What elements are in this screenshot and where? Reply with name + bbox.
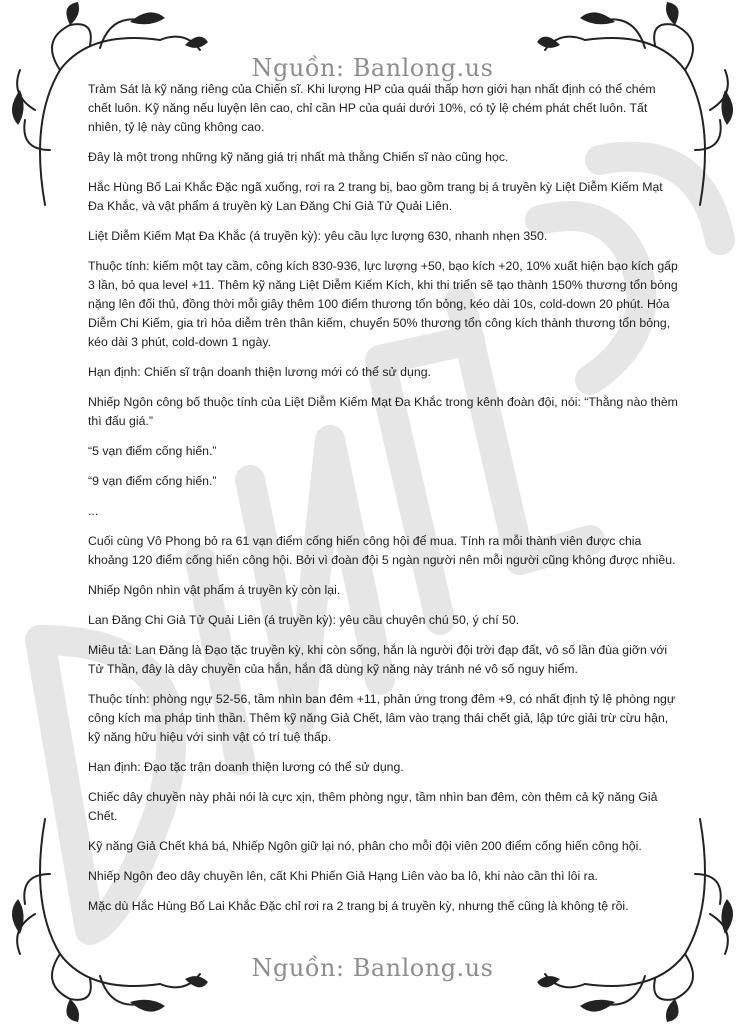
- paragraph: Trảm Sát là kỹ năng riêng của Chiến sĩ. Khi lượng HP của quái thấp hơn giới hạn nhất định có thể chém chết luôn. Kỹ năng nếu luyện lên cao, chỉ cần HP của quái dưới 10%, có tỷ lệ chém phát chết luôn. Tất nhiên, tỷ lệ này cũng không cao.: [88, 82, 656, 134]
- paragraph: ...: [88, 504, 99, 518]
- paragraph: Mặc dù Hắc Hùng Bố Lai Khắc Đặc chỉ rơi ra 2 trang bị á truyền kỳ, nhưng thế cũng là không tệ rồi.: [88, 899, 629, 913]
- paragraph: Nhiếp Ngôn nhìn vật phẩm á truyền kỳ còn lại.: [88, 583, 341, 597]
- paragraph: Lan Đăng Chi Giả Tử Quải Liên (á truyền kỳ): yêu cầu chuyên chú 50, ý chí 50.: [88, 613, 520, 627]
- paragraph: Hạn định: Chiến sĩ trận doanh thiện lương mới có thể sử dụng.: [88, 365, 431, 379]
- document-body: [88, 80, 678, 927]
- paragraph: Liệt Diễm Kiếm Mạt Đa Khắc (á truyền kỳ): yêu cầu lực lượng 630, nhanh nhẹn 350.: [88, 229, 548, 243]
- paragraph: Nhiếp Ngôn công bố thuộc tính của Liệt Diễm Kiếm Mạt Đa Khắc trong kênh đoàn đội, nói: “Thằng nào thèm thì đấu giá.”: [88, 395, 678, 428]
- paragraph: Thuộc tính: kiếm một tay cầm, công kích 830-936, lực lượng +50, bạo kích +20, 10% xuất hiện bạo kích gấp 3 lần, bỏ qua level +11. Thêm kỹ năng Liệt Diễm Kiếm Kích, khi thi triển sẽ tạo thành 150% thương tổn bỏng nặng lên đối thủ, đồng thời mỗi giây thêm 100 điểm thương tổn bỏng, kéo dài 10s, cold-down 20 phút. Hỏa Diễm Chi Kiếm, gia trì hỏa diễm trên thân kiếm, chuyển 50% thương tổn công kích thành thương tổn bỏng, kéo dài 3 phút, cold-down 1 ngày.: [88, 259, 678, 349]
- paragraph: Thuộc tính: phòng ngự 52-56, tầm nhìn ban đêm +11, phản ứng trong đêm +9, có nhất định tỷ lệ phòng ngự công kích ma pháp tinh thần. Thêm kỹ năng Giả Chết, lâm vào trạng thái chết giả, lập tức giải trừ cừu hận, kỹ năng hữu hiệu với sinh vật có trí tuệ thấp.: [88, 692, 676, 744]
- paragraph: Chiếc dây chuyền này phải nói là cực xịn, thêm phòng ngự, tầm nhìn ban đêm, còn thêm cả kỹ năng Giả Chết.: [88, 790, 658, 823]
- source-header: Nguồn: Banlong.us: [251, 54, 494, 82]
- paragraph: Nhiếp Ngôn đeo dây chuyền lên, cất Khi Phiến Giả Hạng Liên vào ba lô, khi nào cần thì lôi ra.: [88, 869, 598, 883]
- paragraph: “9 vạn điểm cống hiến.”: [88, 474, 217, 488]
- paragraph: Hắc Hùng Bố Lai Khắc Đặc ngã xuống, rơi ra 2 trang bị, bao gồm trang bị á truyền kỳ Liệt Diễm Kiếm Mạt Đa Khắc, và vật phẩm á truyền kỳ Lan Đăng Chi Giả Tử Quải Liên.: [88, 180, 663, 213]
- paragraph: Đây là một trong những kỹ năng giá trị nhất mà thằng Chiến sĩ nào cũng học.: [88, 150, 509, 164]
- paragraph: Miêu tả: Lan Đăng là Đạo tặc truyền kỳ, khi còn sống, hắn là người đội trời đạp đất, vô số lần đùa giỡn với Tử Thần, đây là dây chuyền của hắn, hắn đã dùng kỹ năng này tránh né vô số nguy hiểm.: [88, 643, 668, 676]
- paragraph: Kỹ năng Giả Chết khá bá, Nhiếp Ngôn giữ lại nó, phân cho mỗi đội viên 200 điểm cống hiến công hội.: [88, 839, 642, 853]
- paragraph: Hạn định: Đạo tặc trận doanh thiện lương có thể sử dụng.: [88, 760, 404, 774]
- source-footer: Nguồn: Banlong.us: [251, 954, 494, 982]
- paragraph: “5 vạn điểm cống hiến.”: [88, 444, 217, 458]
- paragraph: Cuối cùng Vô Phong bỏ ra 61 vạn điểm cống hiến công hội để mua. Tính ra mỗi thành viên được chia khoảng 120 điểm cống hiến công hội. Bởi vì đoàn đội 5 ngàn người nên mỗi người cũng không được nhiều.: [88, 534, 676, 567]
